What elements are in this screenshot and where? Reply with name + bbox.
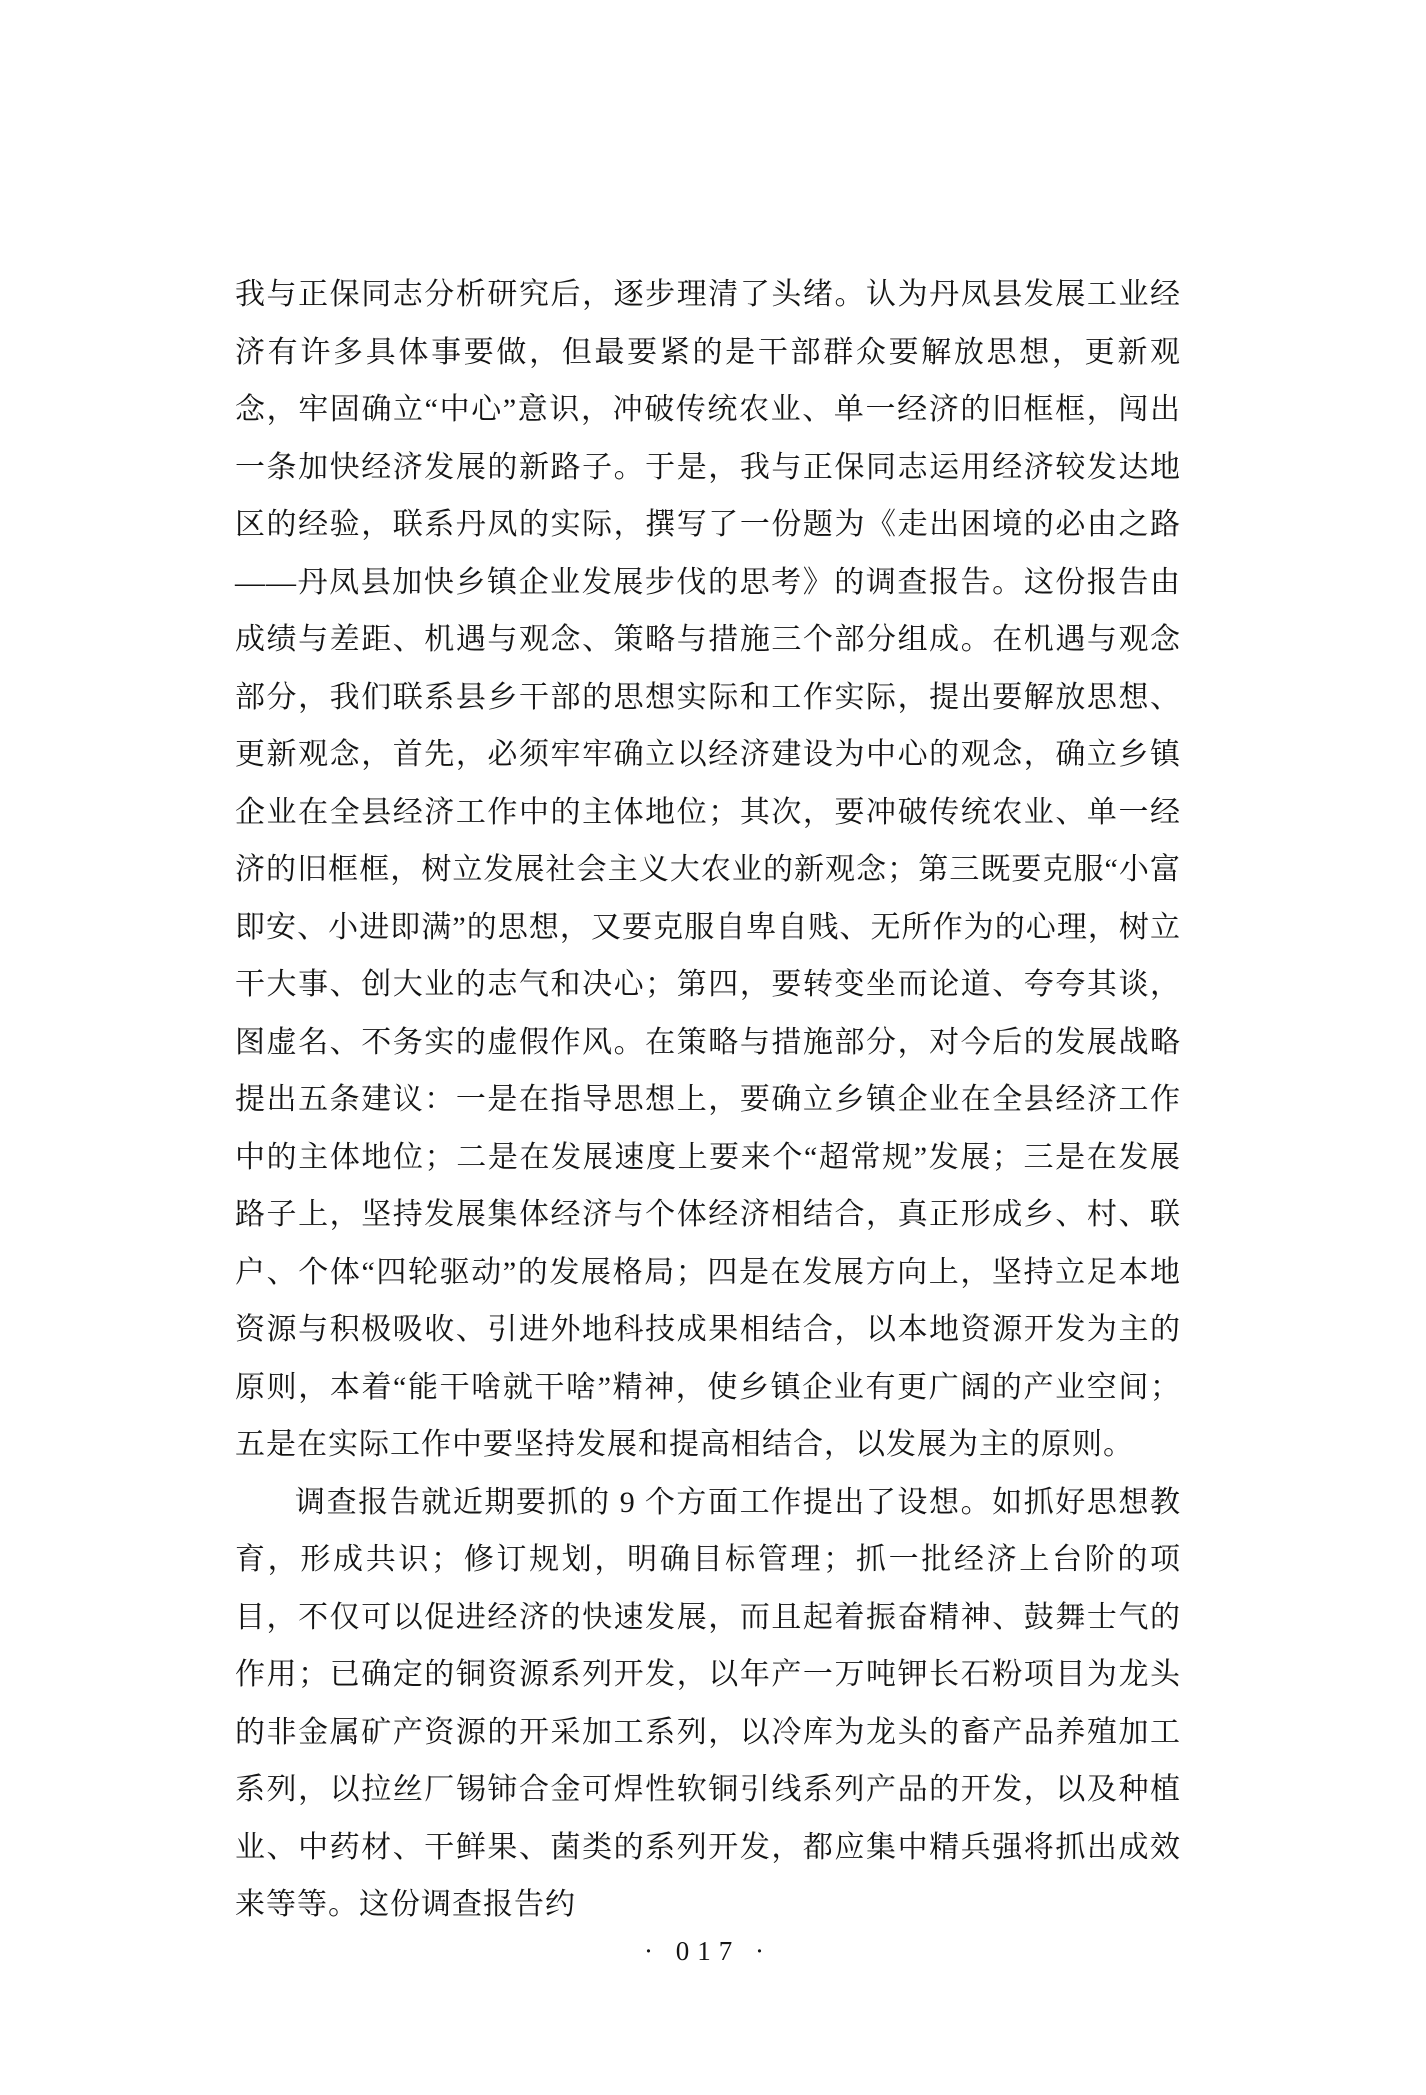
page-number: · 017 ·	[644, 1936, 772, 1966]
paragraph: 调查报告就近期要抓的 9 个方面工作提出了设想。如抓好思想教育，形成共识；修订规划，明确目标管理；抓一批经济上台阶的项目，不仅可以促进经济的快速发展，而且起着振奋精神、鼓舞士气的作用；已确定的铜资源系列开发，以年产一万吨钾长石粉项目为龙头的非金属矿产资源的开采加工系列，以冷库为龙头的畜产品养殖加工系列，以拉丝厂锡铈合金可焊性软铜引线系列产品的开发，以及种植业、中药材、干鲜果、菌类的系列开发，都应集中精兵强将抓出成效来等等。这份调查报告约	[235, 1485, 1181, 1921]
paragraph-continued: 我与正保同志分析研究后，逐步理清了头绪。认为丹凤县发展工业经济有许多具体事要做，但最要紧的是干部群众要解放思想，更新观念，牢固确立“中心”意识，冲破传统农业、单一经济的旧框框，闯出一条加快经济发展的新路子。于是，我与正保同志运用经济较发达地区的经验，联系丹凤的实际，撰写了一份题为《走出困境的必由之路——丹凤县加快乡镇企业发展步伐的思考》的调查报告。这份报告由成绩与差距、机遇与观念、策略与措施三个部分组成。在机遇与观念部分，我们联系县乡干部的思想实际和工作实际，提出要解放思想、更新观念，首先，必须牢牢确立以经济建设为中心的观念，确立乡镇企业在全县经济工作中的主体地位；其次，要冲破传统农业、单一经济的旧框框，树立发展社会主义大农业的新观念；第三既要克服“小富即安、小进即满”的思想，又要克服自卑自贱、无所作为的心理，树立干大事、创大业的志气和决心；第四，要转变坐而论道、夸夸其谈，图虚名、不务实的虚假作风。在策略与措施部分，对今后的发展战略提出五条建议：一是在指导思想上，要确立乡镇企业在全县经济工作中的主体地位；二是在发展速度上要来个“超常规”发展；三是在发展路子上，坚持发展集体经济与个体经济相结合，真正形成乡、村、联户、个体“四轮驱动”的发展格局；四是在发展方向上，坚持立足本地资源与积极吸收、引进外地科技成果相结合，以本地资源开发为主的原则，本着“能干啥就干啥”精神，使乡镇企业有更广阔的产业空间；五是在实际工作中要坚持发展和提高相结合，以发展为主的原则。	[235, 278, 1181, 1461]
page-body	[235, 266, 1181, 1934]
